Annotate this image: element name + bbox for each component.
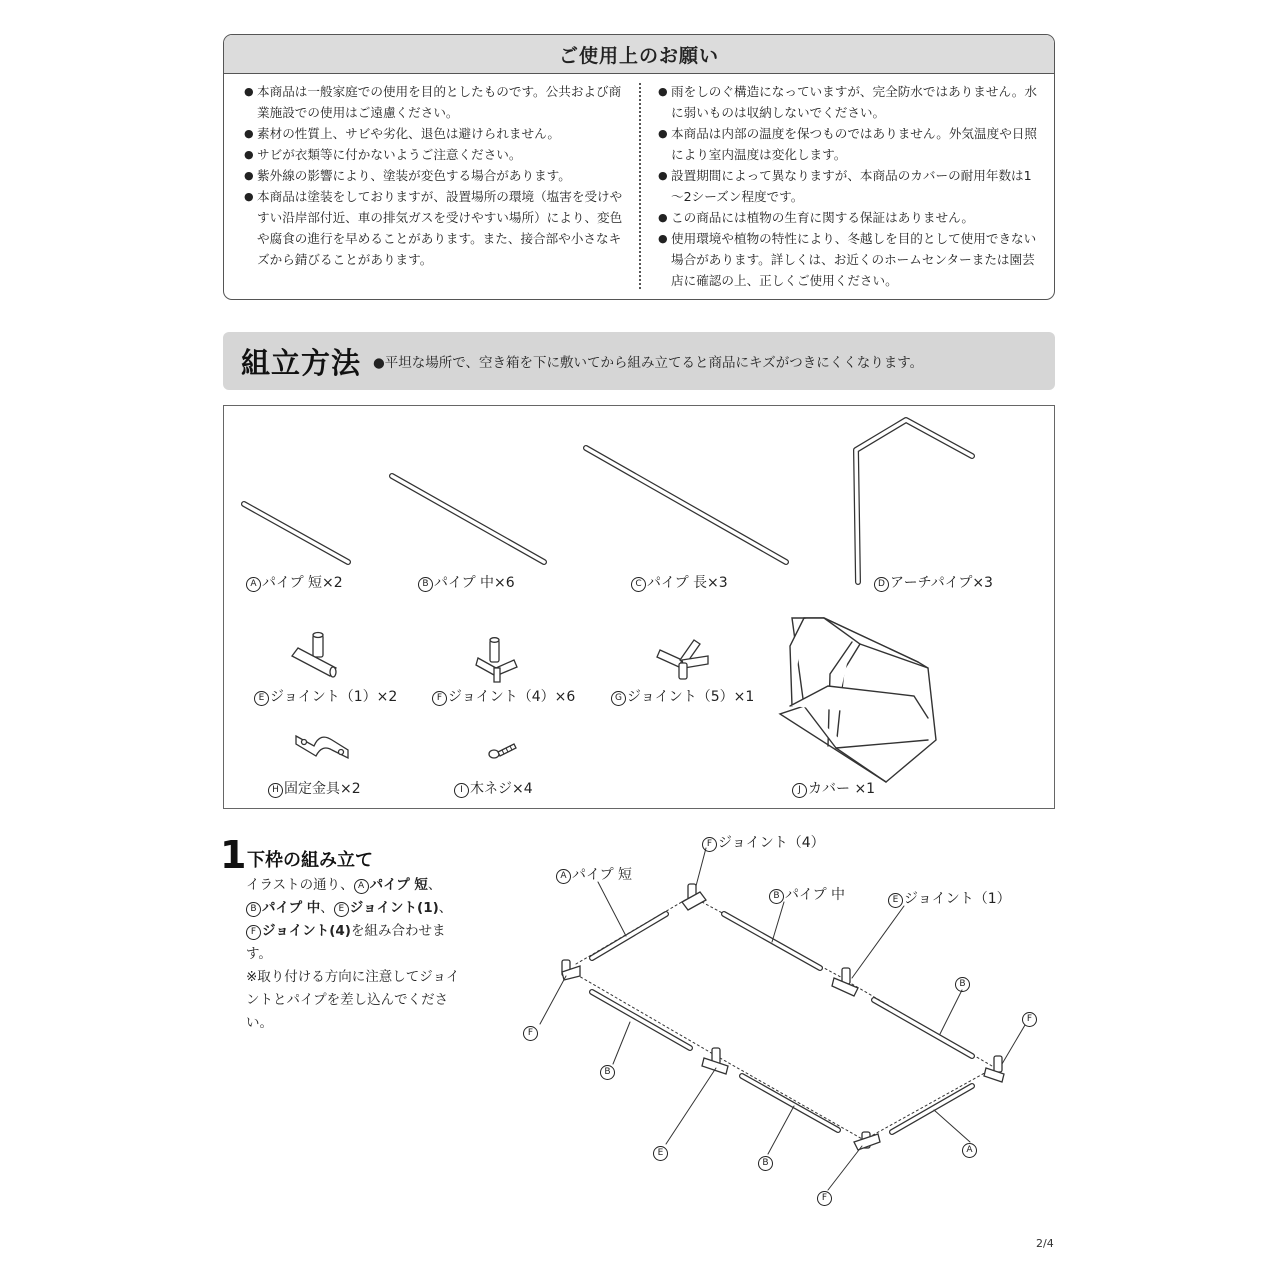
joint-f-icon [476, 638, 517, 682]
assembly-note: ●平坦な場所で、空き箱を下に敷いてから組み立てると商品にキズがつきにくくなります。 [373, 355, 924, 371]
bullet-icon: ● [244, 85, 254, 98]
notice-item: ● 本商品は一般家庭での使用を目的としたものです。公共および商業施設での使用はご遠慮ください。 [244, 81, 629, 123]
part-label-g: G ジョイント（5）×1 [611, 686, 754, 706]
joint-e-icon [292, 633, 336, 678]
arch-pipe-d-icon [856, 420, 972, 582]
diagram-label-joint-4: F ジョイント（4） [702, 832, 825, 852]
part-label-c: C パイプ 長×3 [631, 572, 728, 592]
assembly-header-bar [223, 332, 1055, 390]
joint-f-icon [854, 1132, 880, 1150]
diagram-marker-b: B [600, 1063, 616, 1080]
joint-e-icon [832, 968, 858, 996]
notice-title: ご使用上のお願い [224, 35, 1054, 74]
pipe-b-icon [392, 476, 544, 562]
bullet-icon: ● [244, 169, 254, 182]
notice-item: ● この商品には植物の生育に関する保証はありません。 [658, 207, 1043, 228]
notice-item: ● 紫外線の影響により、塗装が変色する場合があります。 [244, 165, 629, 186]
pipe-a-icon [244, 504, 348, 562]
step-instructions: イラストの通り、 A パイプ 短、 B パイプ 中、 E ジョイント(1)、 F ジョイント(4)を組み合わせます。 [246, 877, 453, 962]
step-title: 下枠の組み立て [247, 850, 373, 871]
notice-item: ● 本商品は内部の温度を保つものではありません。外気温度や日照により室内温度は変化します。 [658, 123, 1043, 165]
bullet-icon: ● [658, 232, 668, 245]
joint-f-icon [682, 884, 706, 910]
joint-f-icon [984, 1056, 1004, 1082]
diagram-marker-a: A [962, 1141, 978, 1158]
diagram-marker-f: F [817, 1189, 833, 1206]
diagram-label-pipe-medium: B パイプ 中 [769, 884, 845, 904]
notice-divider [639, 83, 641, 289]
part-label-b: B パイプ 中×6 [418, 572, 515, 592]
notice-item: ● 設置期間によって異なりますが、本商品のカバーの耐用年数は1～2シーズン程度です。 [658, 165, 1043, 207]
notice-item: ● 本商品は塗装をしておりますが、設置場所の環境（塩害を受けやすい沿岸部付近、車の排気ガスを受けやすい場所）により、変色や腐食の進行を早めることがあります。また、接合部や小さなキズから錆びることがあります。 [244, 186, 629, 270]
bullet-icon: ● [658, 211, 668, 224]
part-label-f: F ジョイント（4）×6 [432, 686, 575, 706]
assembly-title: 組立方法 [241, 345, 362, 380]
bullet-icon: ● [658, 127, 668, 140]
parts-list-box [223, 405, 1055, 809]
diagram-joints [562, 884, 1004, 1150]
clamp-h-icon [296, 736, 348, 758]
screw-i-icon [489, 744, 516, 758]
step-number: 1 [220, 833, 247, 877]
notice-item: ● 素材の性質上、サビや劣化、退色は避けられません。 [244, 123, 629, 144]
notice-item: ● 雨をしのぐ構造になっていますが、完全防水ではありません。水に弱いものは収納しないでください。 [658, 81, 1043, 123]
bullet-icon: ● [244, 148, 254, 161]
diagram-label-pipe-short: A パイプ 短 [556, 864, 632, 884]
usage-notice-box [223, 34, 1055, 300]
notice-item: ● 使用環境や植物の特性により、冬越しを目的として使用できない場合があります。詳しくは、お近くのホームセンターまたは園芸店に確認の上、正しくご使用ください。 [658, 228, 1043, 291]
bullet-icon: ● [244, 127, 254, 140]
diagram-marker-b: B [955, 975, 971, 992]
notice-left-column [244, 81, 629, 270]
part-label-i: I 木ネジ×4 [454, 778, 533, 798]
page-number: 2/4 [1036, 1237, 1054, 1250]
notice-item: ● サビが衣類等に付かないようご注意ください。 [244, 144, 629, 165]
cover-j-icon [780, 618, 936, 782]
pipe-c-icon [586, 448, 786, 562]
step-caution: ※取り付ける方向に注意してジョイントとパイプを差し込んでください。 [246, 969, 460, 1031]
part-label-a: A パイプ 短×2 [246, 572, 343, 592]
notice-right-column [658, 81, 1043, 291]
part-label-e: E ジョイント（1）×2 [254, 686, 397, 706]
diagram-marker-f: F [1022, 1010, 1038, 1027]
bullet-icon: ● [658, 169, 668, 182]
part-label-j: J カバー ×1 [792, 778, 875, 798]
bullet-icon: ● [244, 190, 254, 203]
diagram-marker-b: B [758, 1154, 774, 1171]
diagram-label-joint-1: E ジョイント（1） [888, 888, 1011, 908]
part-label-d: D アーチパイプ×3 [874, 572, 993, 592]
parts-illustration [224, 406, 1056, 810]
diagram-marker-e: E [653, 1144, 669, 1161]
joint-g-icon [657, 640, 708, 679]
diagram-marker-f: F [523, 1024, 539, 1041]
bullet-icon: ● [658, 85, 668, 98]
part-label-h: H 固定金具×2 [268, 778, 361, 798]
